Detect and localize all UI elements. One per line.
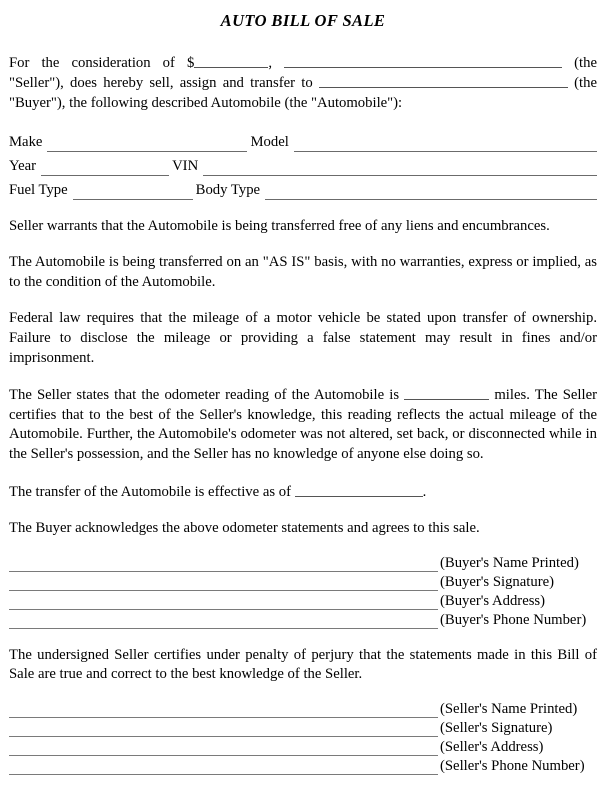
clause-buyer-acknowledgement: The Buyer acknowledges the above odometer statements and agrees to this sale. [9,520,480,537]
vehicle-fields [9,128,597,200]
effective-date-text-end: . [422,483,427,500]
buyer-address-caption: (Buyer's Address) [440,592,546,609]
spacer [9,368,597,385]
clause-seller-certification: The undersigned Seller certifies under penalty of perjury that the statements made in this Bill of Sale are true and correct to the best knowledge of the Seller. [9,646,597,683]
signature-row [9,699,597,718]
signature-row [9,756,597,775]
signature-row [9,553,597,572]
spacer [9,539,597,553]
clause-as-is: The Automobile is being transferred on an "AS IS" basis, with no warranties, express or implied, as to the condition of the Automobile. [9,254,597,290]
spacer [9,236,597,253]
field-label-model: Model [250,133,289,150]
buyer-signature-line[interactable] [9,573,438,591]
buyer-signature-caption: (Buyer's Signature) [440,573,555,590]
page-title: AUTO BILL OF SALE [220,11,386,30]
effective-date-text-lead: The transfer of the Automobile is effective as of [9,483,295,500]
field-row-make-model [9,128,597,152]
seller-signature-line[interactable] [9,719,438,737]
seller-phone-number-caption: (Seller's Phone Number) [440,757,585,774]
signature-row [9,591,597,610]
buyer-name-printed-line[interactable] [9,554,438,572]
signature-row [9,610,597,629]
intro-text-lead: For the consideration of $ [9,54,195,71]
seller-name-blank[interactable] [284,53,562,68]
signature-row [9,737,597,756]
clause-odometer [9,385,597,464]
buyer-phone-number-line[interactable] [9,611,438,629]
field-input-model[interactable] [294,134,597,152]
buyer-name-blank[interactable] [319,73,568,88]
field-input-year[interactable] [41,158,169,176]
field-input-fuel-type[interactable] [73,182,193,200]
spacer [9,200,597,217]
buyer-name-printed-caption: (Buyer's Name Printed) [440,554,579,571]
seller-address-caption: (Seller's Address) [440,738,544,755]
seller-signature-caption: (Seller's Signature) [440,719,553,736]
seller-address-line[interactable] [9,738,438,756]
field-input-make[interactable] [47,134,247,152]
field-label-vin: VIN [172,157,199,174]
intro-paragraph [9,53,597,114]
clause-warranty: Seller warrants that the Automobile is being transferred free of any liens and encumbrances. [9,217,550,234]
consideration-amount-blank[interactable] [194,53,268,68]
signature-row [9,572,597,591]
field-label-make: Make [9,133,43,150]
buyer-signature-block [9,553,597,629]
odometer-text-rest: miles. The Seller certifies that to the best of the Seller's knowledge, this reading reflects the actual mileage of the Automobile. Further, the Automobile's odometer was not altered, set back, or disconnected while in the Seller's possession, and the Seller has no knowledge of anyone else doing so. [9,387,597,462]
odometer-reading-blank[interactable] [404,385,489,400]
spacer [9,465,597,482]
spacer [9,114,597,128]
field-row-year-vin [9,152,597,176]
intro-text-comma: , [268,54,285,71]
seller-signature-block [9,699,597,775]
field-input-body-type[interactable] [265,182,597,200]
spacer [9,685,597,699]
effective-date-blank[interactable] [295,482,423,497]
clause-effective-date [9,482,597,503]
seller-name-printed-caption: (Seller's Name Printed) [440,700,578,717]
spacer [9,502,597,519]
spacer [9,292,597,309]
intro-text-seller-clause: (the "Seller"), does hereby sell, assign and transfer to [9,54,597,92]
intro-text-buyer-clause: (the "Buyer"), the following described Automobile (the "Automobile"): [9,75,597,111]
signature-row [9,718,597,737]
field-label-body-type: Body Type [195,181,261,198]
buyer-address-line[interactable] [9,592,438,610]
field-label-year: Year [9,157,37,174]
seller-name-printed-line[interactable] [9,700,438,718]
seller-phone-number-line[interactable] [9,757,438,775]
field-label-fuel-type: Fuel Type [9,181,68,198]
spacer [9,629,597,646]
field-input-vin[interactable] [203,158,597,176]
buyer-phone-number-caption: (Buyer's Phone Number) [440,611,587,628]
odometer-text-lead: The Seller states that the odometer reading of the Automobile is [9,387,405,404]
spacer [9,31,597,53]
field-row-fuel-body [9,176,597,200]
clause-federal-law: Federal law requires that the mileage of a motor vehicle be stated upon transfer of ownership. Failure to disclose the mileage or providing a false statement may result in fines and/or imprisonment. [9,310,597,366]
